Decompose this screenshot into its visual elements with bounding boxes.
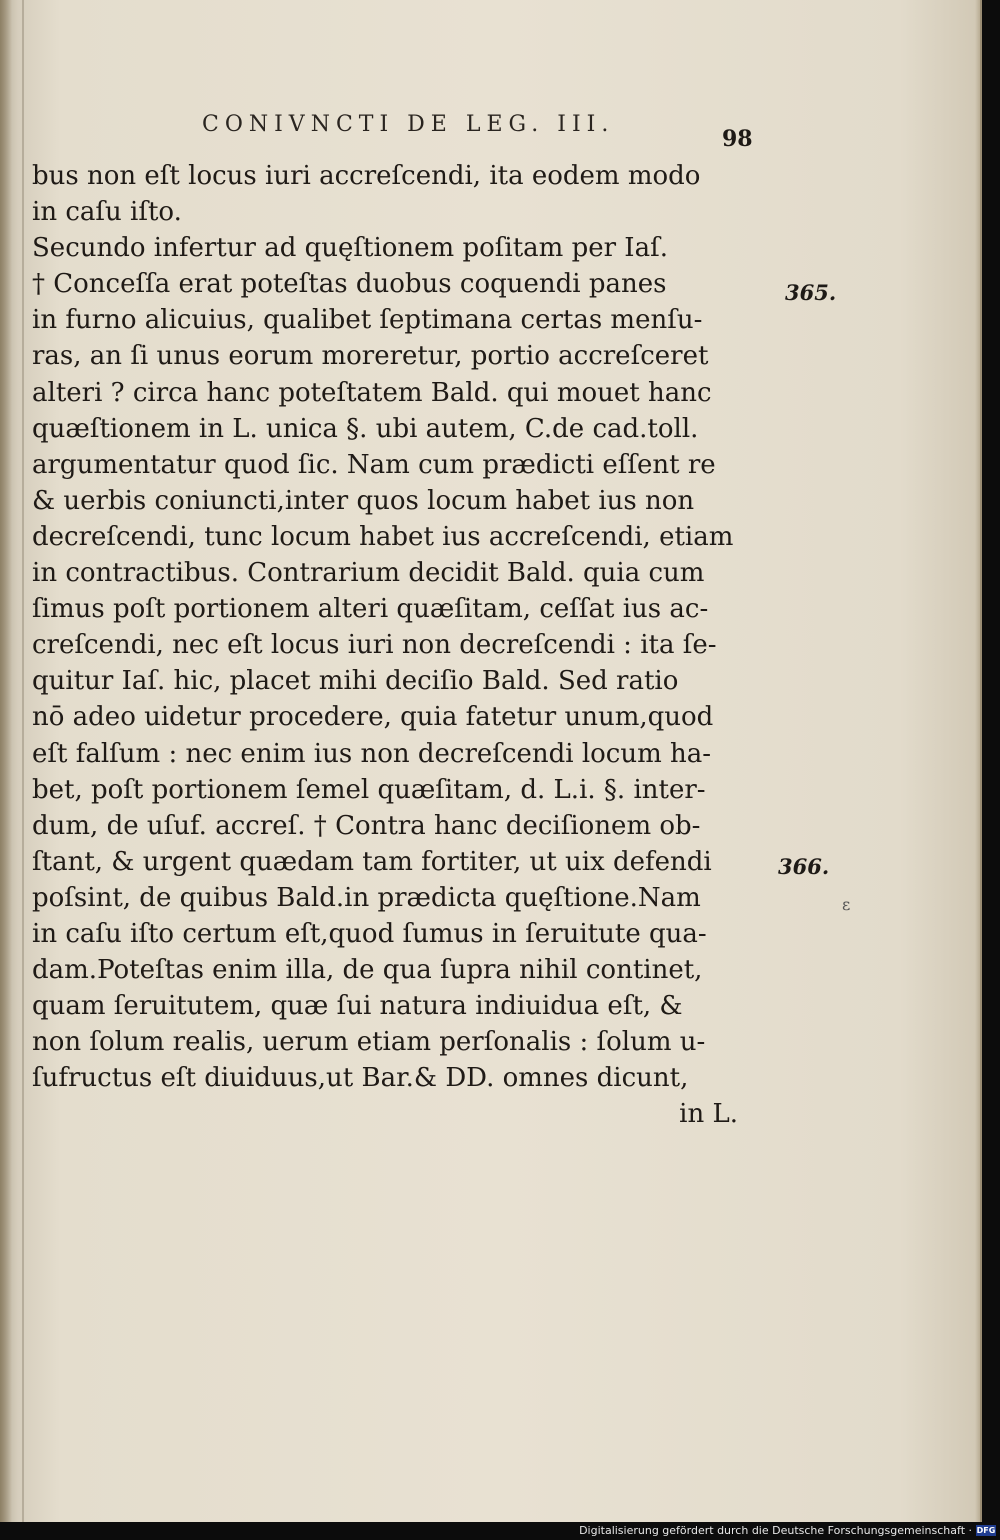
text-line: in caſu iſto certum eſt,quod ſumus in ſeruitute qua- — [32, 918, 707, 949]
marginal-note-365: 365. — [785, 280, 837, 305]
text-line: in furno alicuius, qualibet ſeptimana certas menſu- — [32, 305, 703, 336]
text-line: in caſu iſto. — [32, 197, 182, 228]
page-number: 98 — [722, 126, 753, 152]
text-line: dam.Poteſtas enim illa, de qua ſupra nihil continet, — [32, 955, 703, 986]
dfg-logo-icon: DFG — [976, 1526, 996, 1535]
text-line: bet, poſt portionem ſemel quæſitam, d. L.i. §. inter- — [32, 774, 706, 805]
body-text — [32, 158, 768, 1133]
text-line: in contractibus. Contrarium decidit Bald. quia cum — [32, 558, 705, 589]
text-line: eſt falſum : nec enim ius non decreſcendi locum ha- — [32, 738, 712, 769]
text-line: ras, an ſi unus eorum moreretur, portio accreſceret — [32, 341, 709, 372]
text-line: quitur Iaſ. hic, placet mihi deciſio Bald. Sed ratio — [32, 666, 679, 697]
text-line: ſimus poſt portionem alteri quæſitam, ceſſat ius ac- — [32, 594, 709, 625]
text-line: non ſolum realis, uerum etiam perſonalis : ſolum u- — [32, 1027, 706, 1058]
text-line: & uerbis coniuncti,inter quos locum habet ius non — [32, 485, 695, 516]
text-line: † Conceſſa erat poteſtas duobus coquendi panes — [32, 269, 667, 300]
text-line: creſcendi, nec eſt locus iuri non decreſcendi : ita ſe- — [32, 630, 717, 661]
catchword: in L. — [679, 1099, 738, 1130]
text-line: nō adeo uidetur procedere, quia fatetur unum,quod — [32, 702, 714, 733]
text-line: bus non eſt locus iuri accreſcendi, ita eodem modo — [32, 161, 701, 191]
text-line: ſtant, & urgent quædam tam fortiter, ut uix defendi — [32, 846, 712, 877]
funding-credit: Digitalisierung gefördert durch die Deutsche Forschungsgemeinschaft · — [579, 1524, 972, 1537]
page-edge-line — [22, 0, 24, 1522]
text-line: quæſtionem in L. unica §. ubi autem, C.de cad.toll. — [32, 413, 699, 444]
text-line: poſsint, de quibus Bald.in prædicta quęſtione.Nam — [32, 882, 701, 913]
text-line: ſufructus eſt diuiduus,ut Bar.& DD. omnes dicunt, — [32, 1063, 689, 1094]
marginal-note-366: 366. — [778, 854, 830, 879]
text-line: argumentatur quod ſic. Nam cum prædicti eſſent re — [32, 449, 716, 480]
text-line: dum, de uſuf. accreſ. † Contra hanc deciſionem ob- — [32, 810, 701, 841]
stray-mark: ε — [842, 895, 851, 914]
text-line: decreſcendi, tunc locum habet ius accreſcendi, etiam — [32, 521, 734, 552]
text-line: alteri ? circa hanc poteſtatem Bald. qui mouet hanc — [32, 377, 712, 408]
page-gutter-shadow — [0, 0, 12, 1522]
text-line: Secundo infertur ad quęſtionem poſitam per Iaſ. — [32, 233, 668, 264]
text-line: quam ſeruitutem, quæ ſui natura indiuidua eſt, & — [32, 991, 683, 1022]
running-head: CONIVNCTI DE LEG. III. — [202, 112, 615, 137]
